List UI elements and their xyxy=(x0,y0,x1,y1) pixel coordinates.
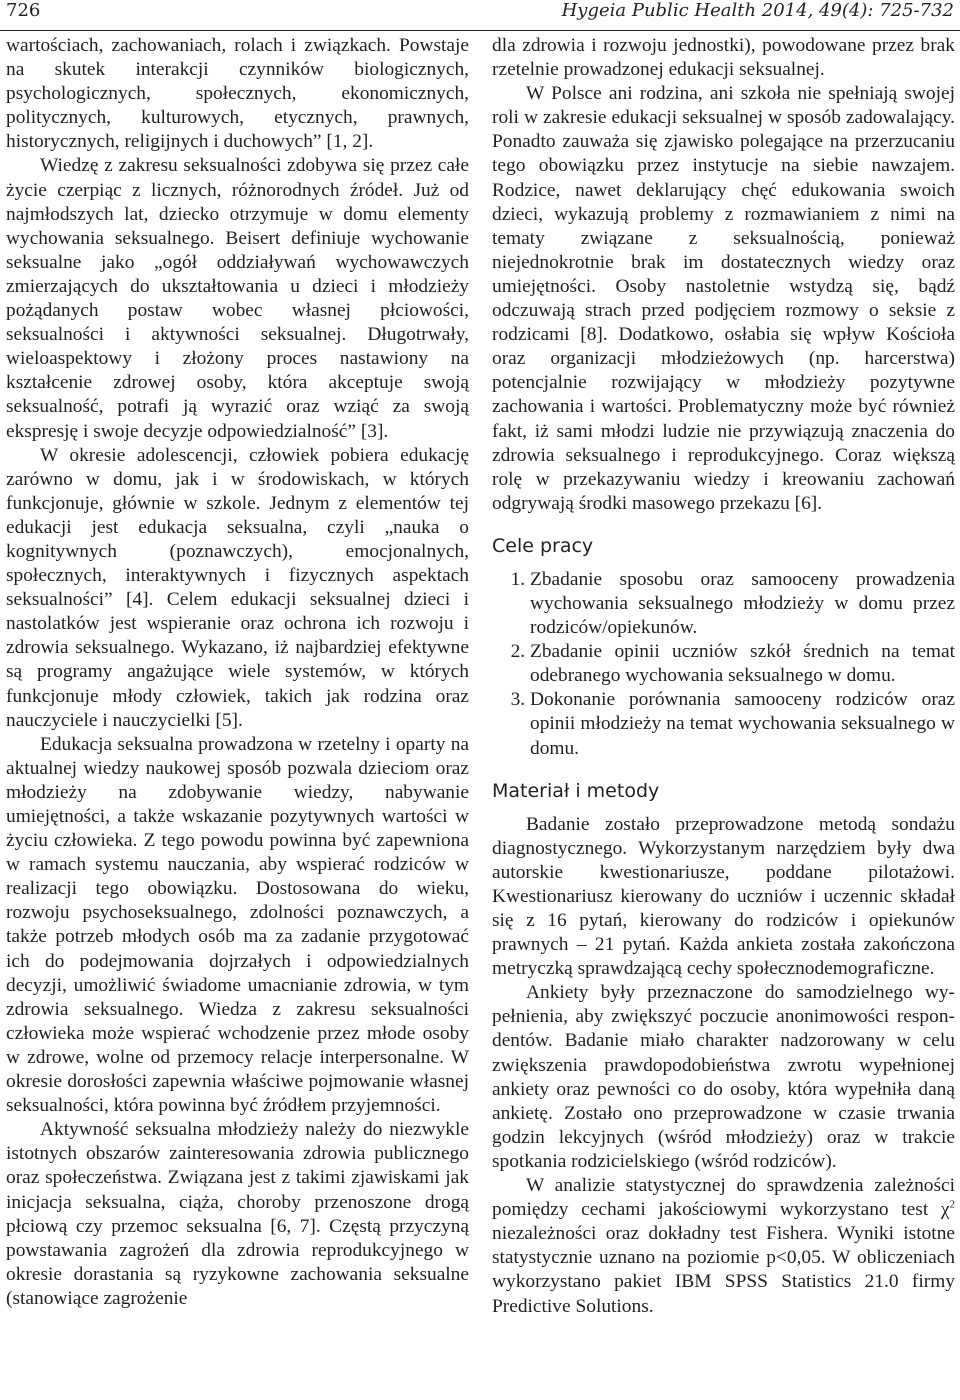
list-item: 1. Zbadanie sposobu oraz samooceny prowadzenia wychowania seksualnego młodzieży w domu przez rodziców/opiekunów. xyxy=(530,568,955,640)
paragraph-text: niezależności oraz dokładny test Fishera. Wyniki istotne statystycznie uznano na poziomie p<0,05. W obliczeniach wykorzystano pakiet IBM SPSS Statistics 21.0 firmy Predictive Solutions. xyxy=(492,1223,955,1317)
paragraph xyxy=(492,1174,955,1319)
paragraph: W Polsce ani rodzina, ani szkoła nie spełniają swojej roli w zakresie edukacji seksualnej w sposób zadowalający. Ponadto zauważa się zjawisko polegające na przerzucaniu tego obowiązku przez instytucje na siebie nawzajem. Rodzice, nawet deklarujący chęć edukowania swoich dzieci, wykazują problemy z rozmawianiem z nimi na tematy związane z seksualnością, ponieważ niejednokrotnie brak im dostatecznych wiedzy oraz umiejętności. Osoby nastoletnie wstydzą się, bądź odczuwają strach przed podjęciem rozmowy o seksie z rodzicami [8]. Dodatkowo, osłabia się wpływ Kościoła oraz organizacji młodzieżowych (np. harcerstwa) potencjalnie rozwijający w młodzieży pozytywne zachowania i wartości. Problematyczny może być również fakt, iż sami młodzi ludzie nie przywiązują znaczenia do zdrowia seksualnego i reprodukcyjnego. Coraz większą rolę w przekazywaniu wiedzy i kreowaniu zachowań odgrywają środki masowego przekazu [6]. xyxy=(492,83,955,514)
paragraph: Wiedzę z zakresu seksualności zdobywa się przez całe życie czerpiąc z licznych, różnorodnych źródeł. Już od najmłodszych lat, dziecko otrzymuje w domu elementy wychowania seksualnego. Beisert definiuje wychowanie seksualne jako „ogół oddziaływań wychowawczych zmierzających do ukształtowania u dzieci i młodzieży pożądanych postaw wobec własnej płciowości, seksualności i aktywności seksualnej. Długotrwały, wieloaspektowy i złożony proces nastawiony na kształcenie zdrowej osoby, która akceptuje swoją seksualność, potrafi ją wyrazić oraz wziąć za swoją ekspresję i swoje decyzje odpowiedzialność” [3]. xyxy=(6,155,469,442)
paragraph: dla zdrowia i rozwoju jednostki), powodowane przez brak rzetelnie prowadzonej edukacji seksualnej. xyxy=(492,35,955,81)
paragraph: W okresie adolescencji, człowiek pobiera edukację zarówno w domu, jak i w środowiskach, w których funkcjonuje, głównie w szkole. Jednym z elementów tej edukacji jest edukacja seksualna, czyli „nauka o kognitywnych (poznawczych), emocjonalnych, społecznych, interaktywnych i fizycznych aspektach seksualności” [4]. Celem edukacji seksualnej dzieci i nastolatków jest wspieranie oraz ochrona ich rozwoju i zdrowia seksualnego. Wykazano, iż najbardziej efektywne są programy angażujące wiele systemów, w których funkcjonuje młody człowiek, takich jak rodzina oraz nauczyciele i nauczycielki [5]. xyxy=(6,444,469,731)
left-column xyxy=(6,34,469,1311)
page-header xyxy=(0,0,960,26)
paragraph: Aktywność seksualna młodzieży należy do niezwykle istotnych obszarów zainteresowania zdrowia publicznego oraz społeczeństwa. Związana jest z takimi zjawiskami jak inicjacja seksualna, ciąża, choroby przenoszone drogą płciową czy przemoc seksualna [6, 7]. Częstą przyczyną powstawania zagrożeń dla zdrowia reprodukcyjnego w okresie dorastania są ryzykowne zachowania seksualne (stanowiące zagrożenie xyxy=(6,1119,469,1309)
paragraph: Badanie zostało przeprowadzone metodą sondażu diagnostycznego. Wykorzystanym narzędziem były dwa autorskie kwestionariusze, poddane pilotażowi. Kwestionariusz kierowany do uczniów i uczennic składał się z 16 pytań, kierowany do rodziców i opiekunów prawnych – 21 pytań. Każda ankieta została zakończona metryczką sprawdzającą cechy społecznodemograficzne. xyxy=(492,813,955,980)
header-rule xyxy=(0,30,960,31)
superscript: 2 xyxy=(949,1198,955,1211)
paragraph: Ankiety były przeznaczone do samodzielnego wypełnienia, aby zwiększyć poczucie anonimowości respondentów. Badanie miało charakter nadzorowany w celu zwiększenia prawdopodobieństwa zwrotu wypełnionej ankiety oraz pewności co do osoby, która wypełniła daną ankietę. Zostało ono przeprowadzone w czasie trwania godzin lekcyjnych (wśród młodzieży) oraz w trakcie spotkania rodzicielskiego (wśród rodziców). xyxy=(492,982,955,1172)
journal-citation: Hygeia Public Health 2014, 49(4): 725-732 xyxy=(561,0,954,21)
paragraph-text: W analizie statystycznej do sprawdzenia zależności pomiędzy cechami jakościowymi wykorzystano test χ xyxy=(492,1175,955,1221)
section-heading-aims: Cele pracy xyxy=(492,534,594,557)
right-column xyxy=(492,34,955,1319)
list-item: 3. Dokonanie porównania samooceny rodziców oraz opinii młodzieży na temat wychowania seksualnego w domu. xyxy=(530,688,955,760)
aims-list xyxy=(492,568,955,761)
page-number: 726 xyxy=(6,0,41,21)
paragraph: wartościach, zachowaniach, rolach i związkach. Powstaje na skutek interakcji czynników biologicznych, psychologicznych, społecznych, ekonomicznych, politycznych, kulturowych, etycznych, prawnych, historycznych, religijnych i duchowych” [1, 2]. xyxy=(6,35,469,153)
paragraph: Edukacja seksualna prowadzona w rzetelny i oparty na aktualnej wiedzy naukowej sposób pozwala dzieciom oraz młodzieży na zdobywanie wiedzy, nabywanie umiejętności, a także wskazanie pozytywnych wartości w życiu człowieka. Z tego powodu powinna być zapewniona w ramach systemu nauczania, aby wspierać rodziców w realizacji tego obowiązku. Dostosowana do wieku, rozwoju psychoseksualnego, zdolności poznawczych, a także potrzeb młodych osób ma za zadanie przygotować ich do podejmowania dojrzałych i odpowiedzialnych decyzji, umożliwić świadome umacnianie zdrowia, w tym zdrowia seksualnego. Wiedza z zakresu seksualności człowieka może wspierać wchodzenie przez młode osoby w zdrowe, wolne od przemocy relacje interpersonalne. W okresie dorosłości zapewnia właściwe pojmowanie własnej seksualności, która powinna być źródłem przyjemności. xyxy=(6,733,469,1117)
section-heading-methods: Materiał i metody xyxy=(492,779,660,802)
list-item: 2. Zbadanie opinii uczniów szkół średnich na temat odebranego wychowania seksualnego w domu. xyxy=(530,640,955,688)
